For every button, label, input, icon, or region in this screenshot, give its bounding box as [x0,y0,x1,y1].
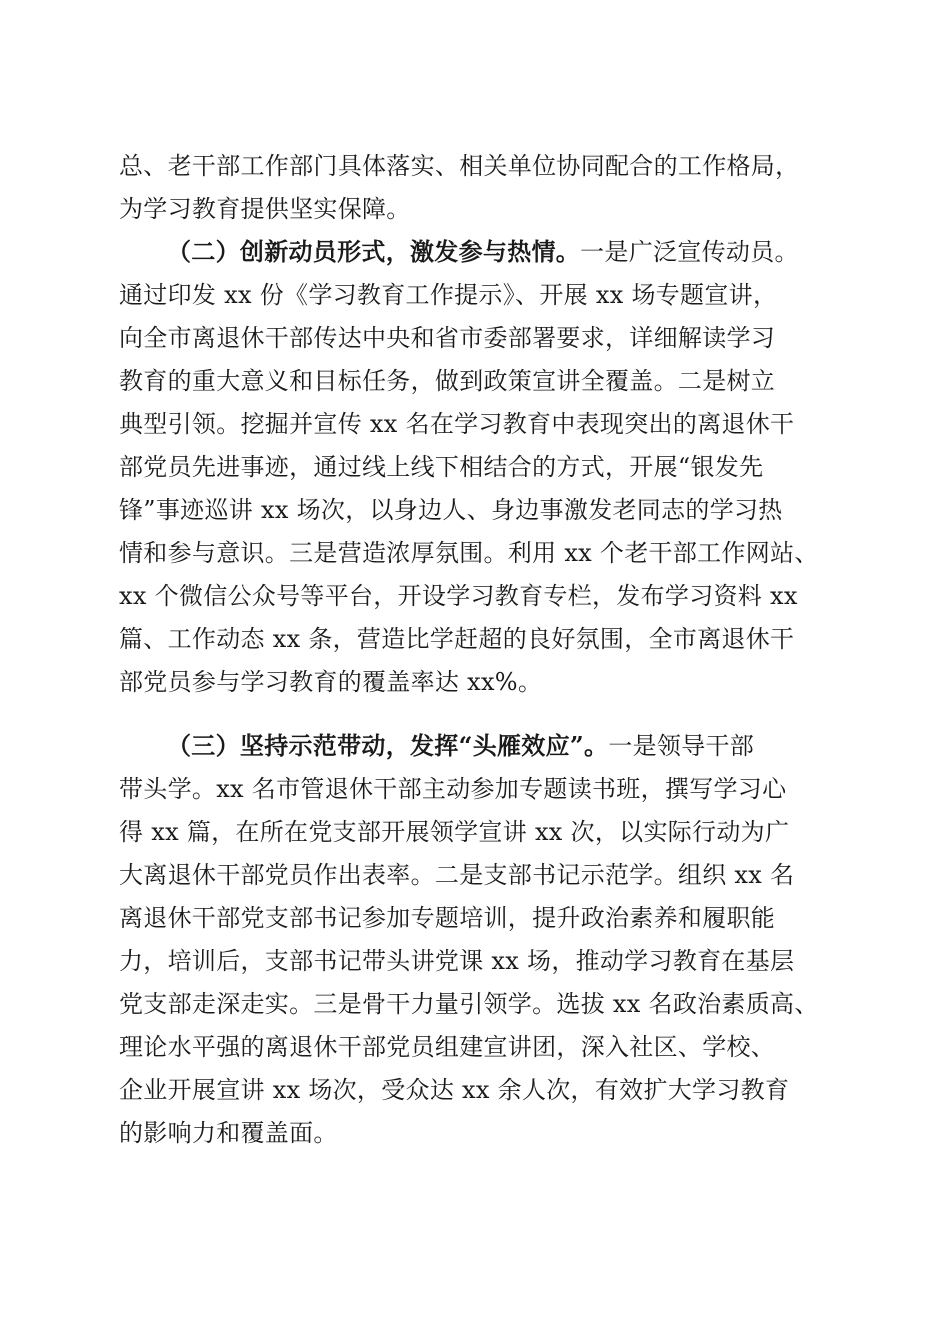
paragraph-line: 得 xx 篇，在所在党支部开展领学宣讲 xx 次，以实际行动为广 [119,818,790,846]
paragraph-line: 部党员先进事迹，通过线上线下相结合的方式，开展“银发先 [119,453,764,481]
paragraph-line: 篇、工作动态 xx 条，营造比学赶超的良好氛围，全市离退休干 [119,625,795,653]
paragraph-line: 情和参与意识。三是营造浓厚氛围。利用 xx 个老干部工作网站、 [119,539,819,567]
paragraph-line: 的影响力和覆盖面。 [119,1119,338,1147]
paragraph-line: 为学习教育提供坚实保障。 [119,195,411,223]
paragraph-line: 向全市离退休干部传达中央和省市委部署要求，详细解读学习 [119,324,776,352]
paragraph-line: 力，培训后，支部书记带头讲党课 xx 场，推动学习教育在基层 [119,947,795,975]
paragraph-line: 教育的重大意义和目标任务，做到政策宣讲全覆盖。二是树立 [119,367,776,395]
paragraph-line: 锋”事迹巡讲 xx 场次，以身边人、身边事激发老同志的学习热 [119,496,783,524]
paragraph-line: 典型引领。挖掘并宣传 xx 名在学习教育中表现突出的离退休干 [119,410,795,438]
paragraph-text: 一是领导干部 [608,732,755,760]
paragraph-line: 总、老干部工作部门具体落实、相关单位协同配合的工作格局， [119,152,800,180]
paragraph-line: 党支部走深走实。三是骨干力量引领学。选拔 xx 名政治素质高、 [119,990,819,1018]
section-heading: （二）创新动员形式，激发参与热情。 [167,237,581,266]
paragraph-line: 通过印发 xx 份《学习教育工作提示》、开展 xx 场专题宣讲， [119,281,778,309]
paragraph-first-line [167,731,754,761]
paragraph-line: 企业开展宣讲 xx 场次，受众达 xx 余人次，有效扩大学习教育 [119,1076,790,1104]
paragraph-line: 大离退休干部党员作出表率。二是支部书记示范学。组织 xx 名 [119,861,795,889]
paragraph-line: xx 个微信公众号等平台，开设学习教育专栏，发布学习资料 xx [119,582,798,610]
section-heading: （三）坚持示范带动，发挥“头雁效应”。 [167,731,609,760]
paragraph-text: 一是广泛宣传动员。 [580,238,799,266]
paragraph-line: 部党员参与学习教育的覆盖率达 xx%。 [119,668,543,696]
paragraph-first-line [167,237,799,267]
paragraph-line: 离退休干部党支部书记参加专题培训，提升政治素养和履职能 [119,904,776,932]
paragraph-line: 理论水平强的离退休干部党员组建宣讲团，深入社区、学校、 [119,1033,776,1061]
paragraph-line: 带头学。xx 名市管退休干部主动参加专题读书班，撰写学习心 [119,775,787,803]
